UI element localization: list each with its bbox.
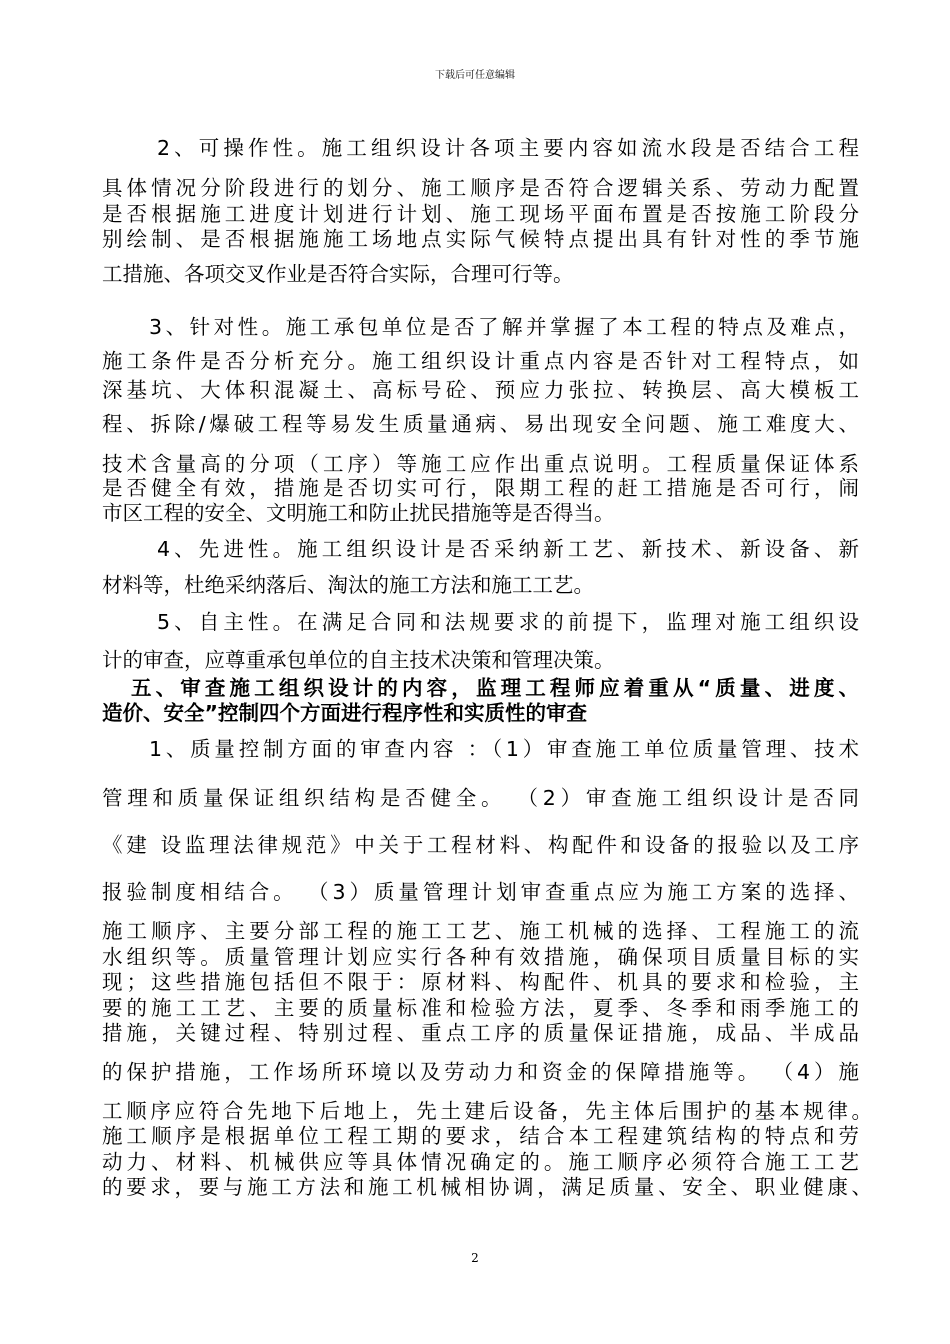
page-header: 下载后可任意编辑 [435, 70, 515, 81]
text-line: 施工顺序是根据单位工程工期的要求，结合本工程建筑结构的特点和劳 [102, 1124, 859, 1148]
text-line: 的要求，要与施工方法和施工机械相协调，满足质量、安全、职业健康、 [102, 1175, 872, 1199]
text-line: 现；这些措施包括但不限于：原材料、构配件、机具的要求和检验，主 [102, 970, 859, 994]
text-line: 市区工程的安全、文明施工和防止扰民措施等是否得当。 [102, 501, 615, 525]
text-line: 《建 设监理法律规范》中关于工程材料、构配件和设备的报验以及工序 [102, 833, 859, 857]
text-line: 施工条件是否分析充分。施工组织设计重点内容是否针对工程特点，如 [102, 349, 859, 373]
text-line: 4、先进性。施工组织设计是否采纳新工艺、新技术、新设备、新 [157, 537, 859, 561]
text-line: 水组织等。质量管理计划应实行各种有效措施，确保项目质量目标的实 [102, 945, 859, 969]
text-line: 5、自主性。在满足合同和法规要求的前提下，监理对施工组织设 [157, 610, 859, 634]
text-line: 深基坑、大体积混凝土、高标号砼、预应力张拉、转换层、高大模板工 [102, 378, 859, 402]
page-number: 2 [471, 1251, 479, 1265]
section-heading: 五、审查施工组织设计的内容，监理工程师应着重从“质量、进度、 [131, 676, 859, 700]
text-line: 3、针对性。施工承包单位是否了解并掌握了本工程的特点及难点， [149, 315, 859, 339]
text-line: 报验制度相结合。 （3）质量管理计划审查重点应为施工方案的选择、 [102, 880, 859, 904]
text-line: 工措施、各项交叉作业是否符合实际，合理可行等。 [102, 262, 574, 286]
text-line: 措施，关键过程、特别过程、重点工序的质量保证措施，成品、半成品 [102, 1021, 859, 1045]
text-line: 要的施工工艺、主要的质量标准和检验方法，夏季、冬季和雨季施工的 [102, 996, 859, 1020]
text-line: 计的审查，应尊重承包单位的自主技术决策和管理决策。 [102, 648, 615, 672]
text-line: 动力、材料、机械供应等具体情况确定的。施工顺序必须符合施工工艺 [102, 1150, 859, 1174]
text-line: 工顺序应符合先地下后地上，先土建后设备，先主体后围护的基本规律。 [102, 1099, 872, 1123]
text-line: 是否根据施工进度计划进行计划、施工现场平面布置是否按施工阶段分 [102, 202, 859, 226]
text-line: 具体情况分阶段进行的划分、施工顺序是否符合逻辑关系、劳动力配置 [102, 176, 859, 200]
section-heading: 造价、安全”控制四个方面进行程序性和实质性的审查 [102, 701, 587, 725]
text-line: 技术含量高的分项（工序）等施工应作出重点说明。工程质量保证体系 [102, 452, 859, 476]
text-line: 2、可操作性。施工组织设计各项主要内容如流水段是否结合工程 [157, 136, 859, 160]
text-line: 程、拆除/爆破工程等易发生质量通病、易出现安全问题、施工难度大、 [102, 412, 859, 436]
text-line: 材料等，杜绝采纳落后、淘汰的施工方法和施工工艺。 [102, 573, 594, 597]
text-line: 管理和质量保证组织结构是否健全。 （2）审查施工组织设计是否同 [102, 786, 859, 810]
text-line: 别绘制、是否根据施施工场地点实际气候特点提出具有针对性的季节施 [102, 227, 859, 251]
text-line: 是否健全有效，措施是否切实可行，限期工程的赶工措施是否可行，闹 [102, 476, 859, 500]
text-line: 施工顺序、主要分部工程的施工工艺、施工机械的选择、工程施工的流 [102, 919, 859, 943]
text-line: 的保护措施，工作场所环境以及劳动力和资金的保障措施等。 （4）施 [102, 1060, 859, 1084]
text-line: 1、质量控制方面的审查内容 ：（1）审查施工单位质量管理、技术 [149, 737, 859, 761]
